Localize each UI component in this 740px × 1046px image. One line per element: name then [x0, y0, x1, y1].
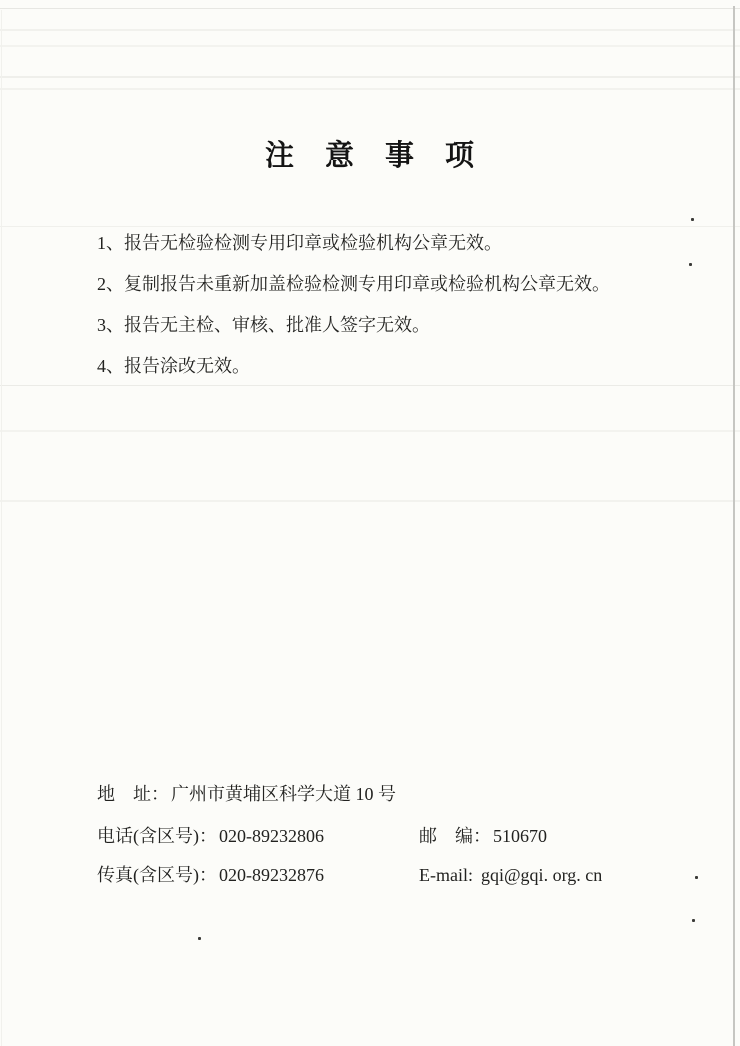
address-value: 广州市黄埔区科学大道 10 号 — [171, 784, 396, 804]
fax-label: 传真(含区号)： — [97, 865, 217, 885]
scan-speck — [198, 937, 201, 940]
scan-streak — [0, 500, 740, 502]
scan-speck — [692, 919, 695, 922]
address-row — [97, 783, 677, 805]
scan-streak — [0, 430, 740, 432]
fax-row — [97, 864, 677, 886]
scan-speck — [689, 263, 692, 266]
scan-streak — [0, 8, 740, 9]
postal-value: 510670 — [493, 826, 547, 846]
notice-item-3: 3、报告无主检、审核、批准人签字无效。 — [97, 315, 430, 335]
page-title: 注 意 事 项 — [264, 140, 475, 172]
postal-label: 邮 编： — [419, 826, 491, 846]
address-label: 地 址： — [97, 784, 169, 804]
phone-value: 020-89232806 — [219, 826, 324, 846]
scan-speck — [691, 218, 694, 221]
postal-cell — [419, 825, 547, 847]
phone-label: 电话(含区号)： — [97, 826, 217, 846]
scan-streak — [0, 45, 740, 47]
notice-item-4: 4、报告涂改无效。 — [97, 356, 250, 376]
phone-row — [97, 825, 677, 847]
email-label: E-mail: — [419, 865, 473, 885]
scan-streak — [0, 226, 740, 227]
fax-value: 020-89232876 — [219, 865, 324, 885]
notice-list — [97, 233, 657, 397]
scan-streak — [0, 76, 740, 78]
scan-speck — [695, 876, 698, 879]
notice-item-1: 1、报告无检验检测专用印章或检验机构公章无效。 — [97, 233, 502, 253]
notice-item-2: 2、复制报告未重新加盖检验检测专用印章或检验机构公章无效。 — [97, 274, 610, 294]
email-value: gqi@gqi. org. cn — [480, 865, 603, 885]
scan-streak — [0, 88, 740, 90]
scan-streak — [0, 29, 740, 31]
email-cell — [419, 864, 602, 886]
